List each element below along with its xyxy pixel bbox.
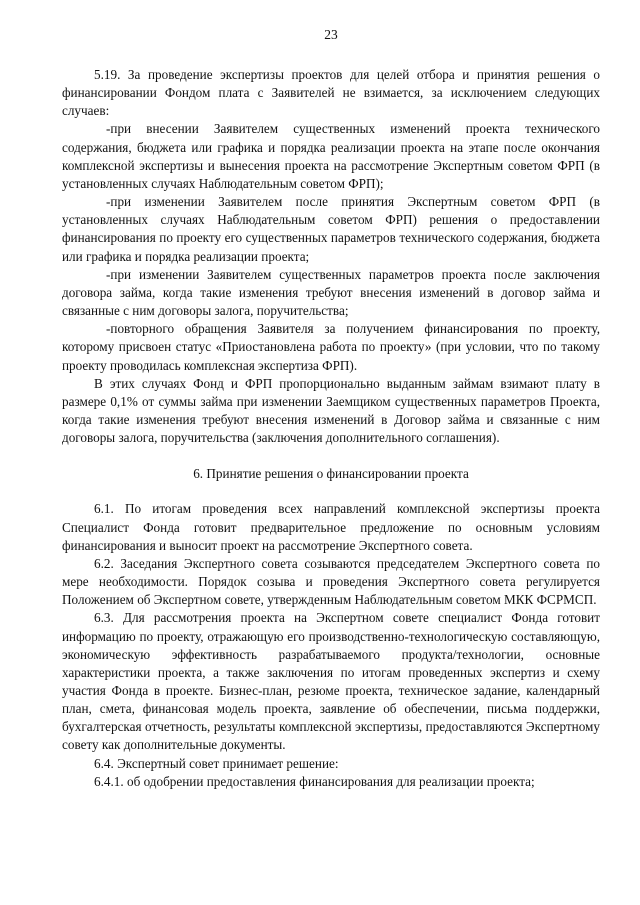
paragraph-6-3: 6.3. Для рассмотрения проекта на Экспертном совете специалист Фонда готовит информацию по проекту, отражающую его производственно-технологическую составляющую, экономическую эффективность разрабатываемого продукта/технологии, основные характеристики проекта, а также заключения по итогам проведенных экспертиз и схему участия Фонда в проекте. Бизнес-план, резюме проекта, техническое задание, календарный план, смета, финансовая модель проекта, заявление об обеспечении, письма поддержки, бухгалтерская отчетность, результаты комплексной экспертизы, предоставляются Экспертному совету как дополнительные документы. bbox=[62, 610, 600, 753]
paragraph-case-3: -при изменении Заявителем существенных параметров проекта после заключения договора займа, когда такие изменения требуют внесения изменений в договор займа и связанные с ним договоры залога, поручительства; bbox=[62, 266, 600, 319]
paragraph-case-4: -повторного обращения Заявителя за получением финансирования по проекту, которому присвоен статус «Приостановлена работа по проекту» (при условии, что по такому проекту проводилась комплексная экспертиза ФРП). bbox=[62, 321, 600, 373]
paragraph-6-2: 6.2. Заседания Экспертного совета созываются председателем Экспертного совета по мере необходимости. Порядок созыва и проведения Экспертного совета регулируется Положением об Экспертном совете, утвержденным Наблюдательным советом МКК ФСРМСП. bbox=[62, 555, 600, 608]
paragraph-fee: В этих случаях Фонд и ФРП пропорционально выданным займам взимают плату в размере 0,1% от суммы займа при изменении Заемщиком существенных параметров Проекта, когда такие изменения требуют внесения изменений в Договор займа и связанные с ним договоры залога, поручительства (заключения дополнительного соглашения). bbox=[62, 375, 600, 446]
page-number: 23 bbox=[324, 27, 338, 42]
section-6-heading: 6. Принятие решения о финансировании проекта bbox=[193, 466, 469, 482]
document-page bbox=[62, 26, 600, 896]
paragraph-case-1: -при внесении Заявителем существенных изменений проекта технического содержания, бюджета или графика и порядка реализации проекта на этапе после окончания комплексной экспертизы и вынесения проекта на рассмотрение Экспертным советом ФРП (в установленных случаях Наблюдательным советом ФРП); bbox=[62, 121, 600, 191]
paragraph-6-4-1: 6.4.1. об одобрении предоставления финансирования для реализации проекта; bbox=[94, 773, 535, 789]
paragraph-5-19: 5.19. За проведение экспертизы проектов для целей отбора и принятия решения о финансировании Фондом плата с Заявителей не взимается, за исключением следующих случаев: bbox=[62, 67, 600, 119]
paragraph-6-1: 6.1. По итогам проведения всех направлений комплексной экспертизы проекта Специалист Фонда готовит предварительное предложение по основным условиям финансирования и выносит проект на рассмотрение Экспертного совета. bbox=[62, 501, 600, 553]
paragraph-case-2: -при изменении Заявителем после принятия Экспертным советом ФРП (в установленных случаях Наблюдательным советом ФРП) решения о предоставлении финансирования по проекту его существенных параметров технического содержания, бюджета или графика и порядка реализации проекта; bbox=[62, 194, 600, 264]
paragraph-6-4: 6.4. Экспертный совет принимает решение: bbox=[94, 755, 339, 771]
